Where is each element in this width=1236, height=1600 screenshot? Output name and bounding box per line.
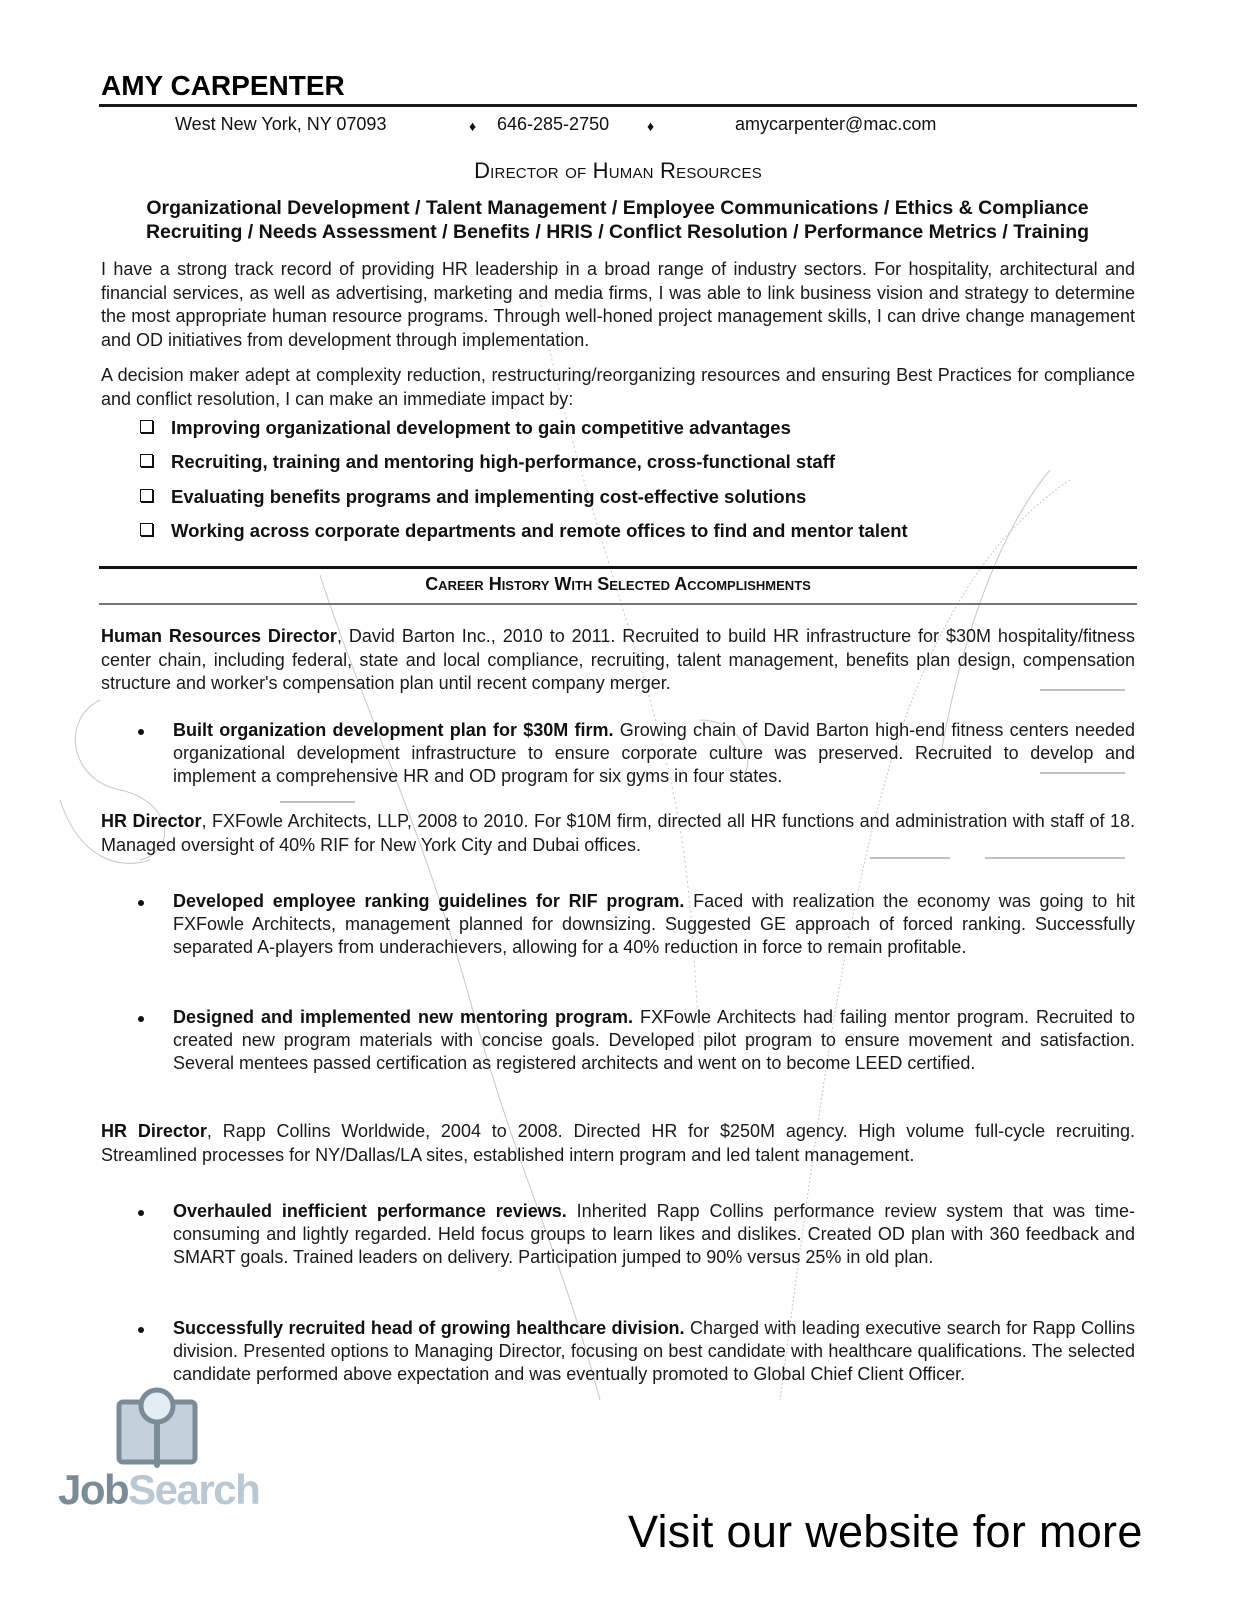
contact-email: amycarpenter@mac.com	[735, 114, 937, 134]
job-details: , FXFowle Architects, LLP, 2008 to 2010. For $10M firm, directed all HR functions and administration with staff of 18. Managed oversight of 40% RIF for New York City and Dubai offices.	[101, 811, 1135, 855]
impact-item: Working across corporate departments and remote offices to find and mentor talent	[140, 520, 908, 542]
impact-item: Improving organizational development to gain competitive advantages	[140, 417, 791, 439]
skills-line-1: Organizational Development / Talent Management / Employee Communications / Ethics & Compliance	[146, 197, 1089, 219]
accomplishment-item: Built organization development plan for $30M firm. Growing chain of David Barton high-end fitness centers needed organizational development infrastructure to ensure corporate culture was preserved. Recruited to develop and implement a comprehensive HR and OD program for six gyms in four states.	[173, 719, 1135, 788]
job-details: , Rapp Collins Worldwide, 2004 to 2008. Directed HR for $250M agency. High volume full-cycle recruiting. Streamlined processes for NY/Dallas/LA sites, established intern program and led talent management.	[101, 1121, 1135, 1165]
job-entry	[101, 625, 1135, 696]
section-divider-bottom	[99, 603, 1137, 605]
checkbox-square-icon	[140, 454, 153, 467]
bullet-icon	[138, 1210, 144, 1216]
diamond-separator-icon: ♦	[647, 118, 655, 134]
skills-line-2: Recruiting / Needs Assessment / Benefits / HRIS / Conflict Resolution / Performance Metrics / Training	[145, 221, 1090, 243]
job-entry	[101, 1120, 1135, 1167]
job-details: , David Barton Inc., 2010 to 2011. Recruited to build HR infrastructure for $30M hospitality/fitness center chain, including federal, state and local compliance, recruiting, talent management, benefits plan design, compensation structure and worker's compensation plan until recent company merger.	[101, 626, 1135, 693]
checkbox-square-icon	[140, 489, 153, 502]
job-title-heading: Director of Human Resources	[474, 158, 762, 183]
accomplishment-item: Designed and implemented new mentoring program. FXFowle Architects had failing mentor program. Recruited to created new program materials with concise goals. Developed pilot program to ensure movement and satisfaction. Several mentees passed certification as registered architects and went on to become LEED certified.	[173, 1006, 1135, 1075]
section-divider-top	[99, 566, 1137, 569]
accomplishment-item: Developed employee ranking guidelines for RIF program. Faced with realization the economy was going to hit FXFowle Architects, management planned for downsizing. Suggested GE approach of forced ranking. Successfully separated A-players from underachievers, allowing for a 40% reduction in force to remain profitable.	[173, 890, 1135, 959]
contact-phone: 646-285-2750	[497, 114, 610, 134]
impact-item: Recruiting, training and mentoring high-performance, cross-functional staff	[140, 451, 835, 473]
bullet-icon	[138, 1327, 144, 1333]
jobsearch-logo-text: JobSearch	[58, 1466, 260, 1513]
summary-paragraph-2: A decision maker adept at complexity reduction, restructuring/reorganizing resources and ensuring Best Practices for compliance and conflict resolution, I can make an immediate impact by:	[101, 365, 1135, 409]
name-divider	[99, 104, 1137, 107]
career-section-title: Career History With Selected Accomplishments	[425, 574, 811, 594]
bullet-icon	[138, 1016, 144, 1022]
summary-paragraph-1: I have a strong track record of providing HR leadership in a broad range of industry sectors. For hospitality, architectural and financial services, as well as advertising, marketing and media firms, I was able to link business vision and strategy to determine the most appropriate human resource programs. Through well-honed project management skills, I can drive change management and OD initiatives from development through implementation.	[101, 259, 1135, 350]
diamond-separator-icon: ♦	[469, 118, 477, 134]
candidate-name: AMY CARPENTER	[101, 70, 345, 101]
job-role: HR Director	[101, 1121, 207, 1141]
accomplishment-item: Overhauled inefficient performance reviews. Inherited Rapp Collins performance review system that was time-consuming and lightly regarded. Held focus groups to learn likes and dislikes. Created OD plan with 360 feedback and SMART goals. Trained leaders on delivery. Participation jumped to 90% versus 25% in old plan.	[173, 1200, 1135, 1269]
checkbox-square-icon	[140, 523, 153, 536]
checkbox-square-icon	[140, 420, 153, 433]
accomplishment-item: Successfully recruited head of growing healthcare division. Charged with leading executive search for Rapp Collins division. Presented options to Managing Director, focusing on best candidate with healthcare qualifications. The selected candidate performed above expectation and was eventually promoted to Global Chief Client Officer.	[173, 1317, 1135, 1386]
impact-item: Evaluating benefits programs and implementing cost-effective solutions	[140, 486, 806, 508]
bullet-icon	[138, 900, 144, 906]
visit-website-cta[interactable]: Visit our website for more	[628, 1506, 1143, 1557]
bullet-icon	[138, 729, 144, 735]
job-role: HR Director	[101, 811, 202, 831]
contact-address: West New York, NY 07093	[175, 114, 387, 134]
job-role: Human Resources Director	[101, 626, 337, 646]
job-entry	[101, 810, 1135, 857]
